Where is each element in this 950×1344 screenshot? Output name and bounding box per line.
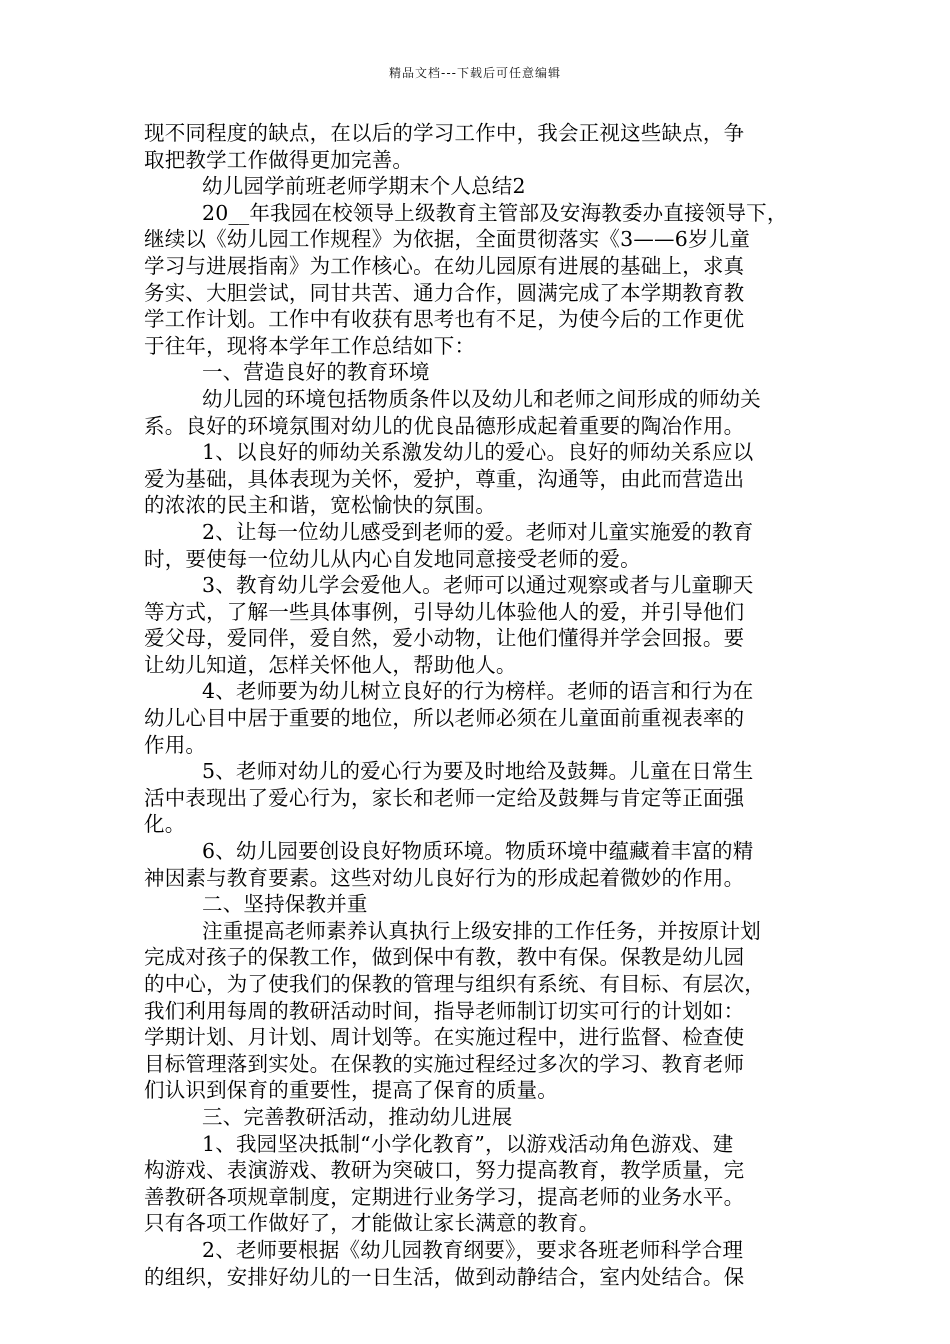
text-line: 爱父母，爱同伴，爱自然，爱小动物，让他们懂得并学会回报。要 xyxy=(144,626,745,651)
text-line: 只有各项工作做好了，才能做让家长满意的教育。 xyxy=(144,1211,600,1236)
text-line: 2、老师要根据《幼儿园教育纲要》，要求各班老师科学合理 xyxy=(202,1237,744,1262)
text-line: 3、教育幼儿学会爱他人。老师可以通过观察或者与儿童聊天 xyxy=(202,573,754,598)
text-line: 幼儿心目中居于重要的地位，所以老师必须在儿童面前重视表率的 xyxy=(144,706,745,731)
text-line: 的浓浓的民主和谐，宽松愉快的氛围。 xyxy=(144,493,496,518)
text-line: 化。 xyxy=(144,812,186,837)
text-line: 时，要使每一位幼儿从内心自发地同意接受老师的爱。 xyxy=(144,546,641,571)
text-line: 务实、大胆尝试，同甘共苦、通力合作，圆满完成了本学期教育教 xyxy=(144,280,745,305)
text-line: 学期计划、月计划、周计划等。在实施过程中，进行监督、检查使 xyxy=(144,1025,745,1050)
text-line: 取把教学工作做得更加完善。 xyxy=(144,147,414,172)
text-line: 活中表现出了爱心行为，家长和老师一定给及鼓舞与肯定等正面强 xyxy=(144,785,745,810)
text-line: 的组织，安排好幼儿的一日生活，做到动静结合，室内处结合。保 xyxy=(144,1264,745,1289)
text-line: 继续以《幼儿园工作规程》为依据，全面贯彻落实《3——6岁儿童 xyxy=(144,227,751,252)
text-line: 20__年我园在校领导上级教育主管部及安海教委办直接领导下， xyxy=(202,200,788,225)
text-line: 现不同程度的缺点，在以后的学习工作中，我会正视这些缺点，争 xyxy=(144,121,745,145)
text-line: 作用。 xyxy=(144,732,207,757)
text-line: 系。良好的环境氛围对幼儿的优良品德形成起着重要的陶冶作用。 xyxy=(144,413,745,438)
text-line: 们认识到保育的重要性，提高了保育的质量。 xyxy=(144,1078,558,1103)
text-line: 注重提高老师素养认真执行上级安排的工作任务，并按原计划 xyxy=(202,918,761,943)
text-line: 我们利用每周的教研活动时间，指导老师制订切实可行的计划如： xyxy=(144,998,745,1023)
text-line: 目标管理落到实处。在保教的实施过程经过多次的学习、教育老师 xyxy=(144,1051,745,1076)
text-line: 让幼儿知道，怎样关怀他人，帮助他人。 xyxy=(144,652,517,677)
text-line: 2、让每一位幼儿感受到老师的爱。老师对儿童实施爱的教育 xyxy=(202,519,754,544)
body-text xyxy=(144,120,812,1290)
page-header: 精品文档---下载后可任意编辑 xyxy=(389,66,561,80)
text-line: 5、老师对幼儿的爱心行为要及时地给及鼓舞。儿童在日常生 xyxy=(202,759,754,784)
text-line: 构游戏、表演游戏、教研为突破口，努力提高教育，教学质量，完 xyxy=(144,1158,745,1183)
text-line: 三、完善教研活动，推动幼儿进展 xyxy=(202,1104,513,1129)
text-line: 幼儿园的环境包括物质条件以及幼儿和老师之间形成的师幼关 xyxy=(202,386,761,411)
text-line: 爱为基础，具体表现为关怀，爱护，尊重，沟通等，由此而营造出 xyxy=(144,466,745,491)
text-line: 1、我园坚决抵制“小学化教育”，以游戏活动角色游戏、建 xyxy=(202,1131,734,1156)
text-line: 6、幼儿园要创设良好物质环境。物质环境中蕴藏着丰富的精 xyxy=(202,839,754,864)
text-line: 于往年，现将本学年工作总结如下： xyxy=(144,333,476,358)
text-line: 的中心，为了使我们的保教的管理与组织有系统、有目标、有层次， xyxy=(144,972,765,996)
text-line: 等方式，了解一些具体事例，引导幼儿体验他人的爱，并引导他们 xyxy=(144,599,745,624)
text-line: 一、营造良好的教育环境 xyxy=(202,360,430,385)
text-line: 学工作计划。工作中有收获有思考也有不足，为使今后的工作更优 xyxy=(144,307,745,332)
text-line: 幼儿园学前班老师学期末个人总结2 xyxy=(202,174,526,199)
text-line: 善教研各项规章制度，定期进行业务学习，提高老师的业务水平。 xyxy=(144,1184,745,1209)
text-line: 二、坚持保教并重 xyxy=(202,892,368,917)
text-line: 1、以良好的师幼关系激发幼儿的爱心。良好的师幼关系应以 xyxy=(202,440,754,465)
text-line: 学习与进展指南》为工作核心。在幼儿园原有进展的基础上，求真 xyxy=(144,253,745,278)
text-line: 神因素与教育要素。这些对幼儿良好行为的形成起着微妙的作用。 xyxy=(144,865,745,890)
text-line: 4、老师要为幼儿树立良好的行为榜样。老师的语言和行为在 xyxy=(202,679,754,704)
text-line: 完成对孩子的保教工作，做到保中有教，教中有保。保教是幼儿园 xyxy=(144,945,745,970)
